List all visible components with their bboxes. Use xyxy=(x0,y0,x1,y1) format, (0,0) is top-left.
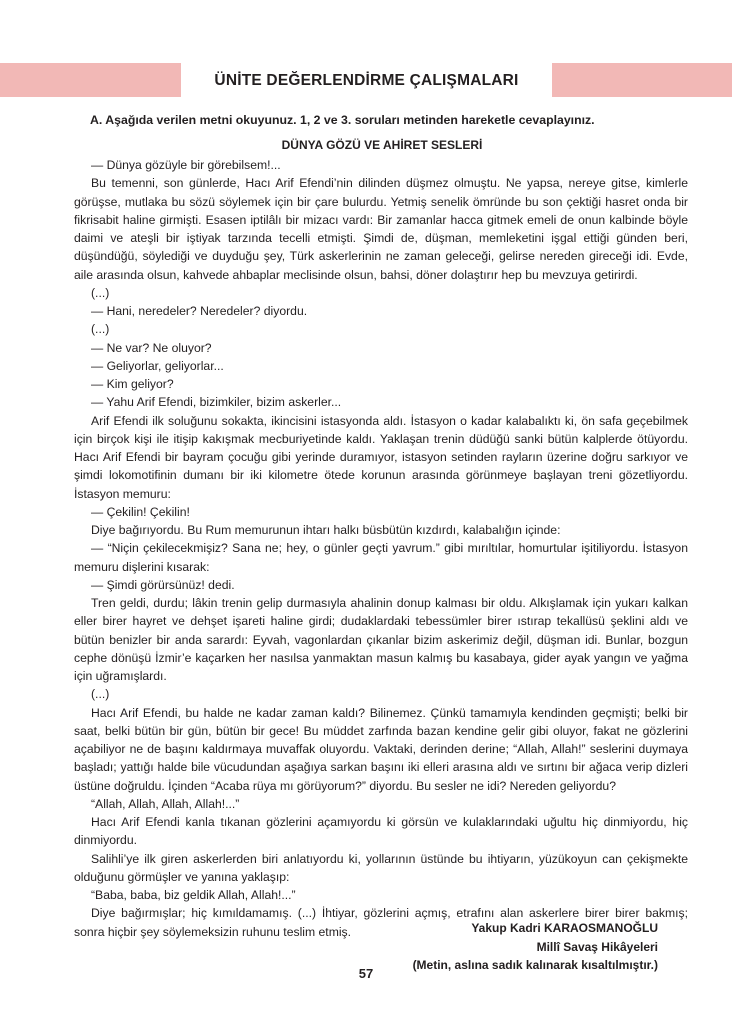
book-title: Millî Savaş Hikâyeleri xyxy=(536,939,658,954)
story-body xyxy=(74,156,688,941)
section-instruction: A. Aşağıda verilen metni okuyunuz. 1, 2 ve 3. soruları metinden hareketle cevaplayınız. xyxy=(90,113,595,127)
paragraph: — Geliyorlar, geliyorlar... xyxy=(91,358,224,373)
header-band-right xyxy=(552,63,732,97)
paragraph: — Yahu Arif Efendi, bizimkiler, bizim askerler... xyxy=(91,395,342,410)
paragraph: (...) xyxy=(91,285,110,300)
paragraph: — Şimdi görürsünüz! dedi. xyxy=(91,577,235,592)
story-title: DÜNYA GÖZÜ VE AHİRET SESLERİ xyxy=(281,138,483,152)
paragraph: Tren geldi, durdu; lâkin trenin gelip durmasıyla ahalinin donup kalması bir oldu. Alkışlamak için yukarı kalkan eller birer hayret ve dehşet işareti haline girdi; dudaklardaki tebessümler birer ıstırap tekallüsü şeklini aldı ve bütün benizler bir anda sarardı: Eyvah, vagonlardan çıkanlar bizim askerimiz değil, düşman idi. Bunlar, bozgun cephe dönüşü İzmir’e kaçarken her nasılsa yanmaktan masun kalmış bu kasabaya, gider ayak yangın ve yağma için uğramışlardı. xyxy=(74,596,688,683)
paragraph: — Çekilin! Çekilin! xyxy=(91,504,190,519)
paragraph: — Ne var? Ne oluyor? xyxy=(91,340,212,355)
page-number: 57 xyxy=(358,966,374,981)
paragraph: — Hani, neredeler? Neredeler? diyordu. xyxy=(91,304,308,318)
paragraph: Hacı Arif Efendi kanla tıkanan gözlerini açamıyordu ki görsün ve kulaklarındaki uğultu hiç dinmiyordu, hiç dinmiyordu. xyxy=(74,815,688,848)
paragraph: (...) xyxy=(91,687,110,702)
paragraph: Salihli’ye ilk giren askerlerden biri anlatıyordu ki, yollarının üstünde bu ihtiyarın, yüzükoyun can çekişmekte olduğunu görmüşler ve yanına yaklaşıp: xyxy=(74,851,688,884)
paragraph: Bu temenni, son günlerde, Hacı Arif Efendi’nin dilinden düşmez olmuştu. Ne yapsa, nereye gitse, kimlerle görüşse, mutlaka bu sözü söylemek için bir çare bulurdu. Yetmiş senelik ömründe bu son çektiği hasret onda bir fikrisabit haline girmişti. Esasen iptilâlı bir mizacı vardı: Bir zamanlar hacca gitmek emeli de onun kalbinde böyle daimi ve ateşli bir iştiyak tarzında tecelli etmişti. Şimdi de, düşman, memleketini işgal ettiği günden beri, düşündüğü, söylediği ve duyduğu şey, Türk askerlerinin ne zaman geleceği, gelirse nereden gireceği idi. Evde, aile arasında olsun, kahvede ahbaplar meclisinde olsun, bahsi, döner dolaştırır hep bu mevzuya getirirdi. xyxy=(74,176,688,282)
paragraph: Hacı Arif Efendi, bu halde ne kadar zaman kaldı? Bilinemez. Çünkü tamamıyla kendinden geçmişti; belki bir saat, belki bütün bir gün, bütün bir gece! Bu müddet zarfında bazan kendine gelir gibi oluyor, fakat ne gözlerini açabiliyor ne de başını kaldırmaya muvaffak oluyordu. Vaktaki, derinden derine; “Allah, Allah!” seslerini duymaya başladı; yattığı halde bile vücudundan aşağıya sarkan başını iki elleri arasına aldı ve sırtını bir ağaca verip dizleri üstüne doğruldu. İçinden “Acaba rüya mı görüyorum?” diyordu. Bu sesler ne idi? Nereden geliyordu? xyxy=(74,705,688,793)
author-name: Yakup Kadri KARAOSMANOĞLU xyxy=(471,921,658,935)
paragraph: “Baba, baba, biz geldik Allah, Allah!...” xyxy=(91,888,296,902)
paragraph: Arif Efendi ilk soluğunu sokakta, ikincisini istasyonda aldı. İstasyon o kadar kalabalıktı ki, ön safa geçebilmek için birçok kişi ile itişip kakışmak mecburiyetinde kaldı. Yaklaşan trenin düdüğü sanki bütün kalplerde ötüyordu. Hacı Arif Efendi bir bayram çocuğu gibi yerinde duramıyor, istasyon setinden rayların üzerine doğru sarkıyor ve şimdi lokomotifinin dumanı bir iki kilometre ötede korunun arasında görünmeye başlayan treni gözetliyordu. İstasyon memuru: xyxy=(74,413,688,501)
paragraph: — Kim geliyor? xyxy=(91,377,174,391)
paragraph: — “Niçin çekilecekmişiz? Sana ne; hey, o günler geçti yavrum.” gibi mırıltılar, homurtular işitiliyordu. İstasyon memuru dişlerini kısarak: xyxy=(74,541,688,574)
paragraph: Diye bağırıyordu. Bu Rum memurunun ihtarı halkı büsbütün kızdırdı, kalabalığın içinde: xyxy=(91,523,561,537)
paragraph: Diye bağırmışlar; hiç kımıldamamış. (...) İhtiyar, gözlerini açmış, etrafını alan askerlere birer birer bakmış; sonra hiçbir şey söylemeksizin ruhunu teslim etmiş. xyxy=(74,906,688,939)
unit-title: ÜNİTE DEĞERLENDİRME ÇALIŞMALARI xyxy=(214,72,519,89)
paragraph: (...) xyxy=(91,322,110,337)
header-band-left xyxy=(0,63,181,97)
paragraph: “Allah, Allah, Allah, Allah!...” xyxy=(91,796,240,811)
paragraph: — Dünya gözüyle bir görebilsem!... xyxy=(91,158,281,172)
abridgement-note: (Metin, aslına sadık kalınarak kısaltılmıştır.) xyxy=(412,958,658,972)
